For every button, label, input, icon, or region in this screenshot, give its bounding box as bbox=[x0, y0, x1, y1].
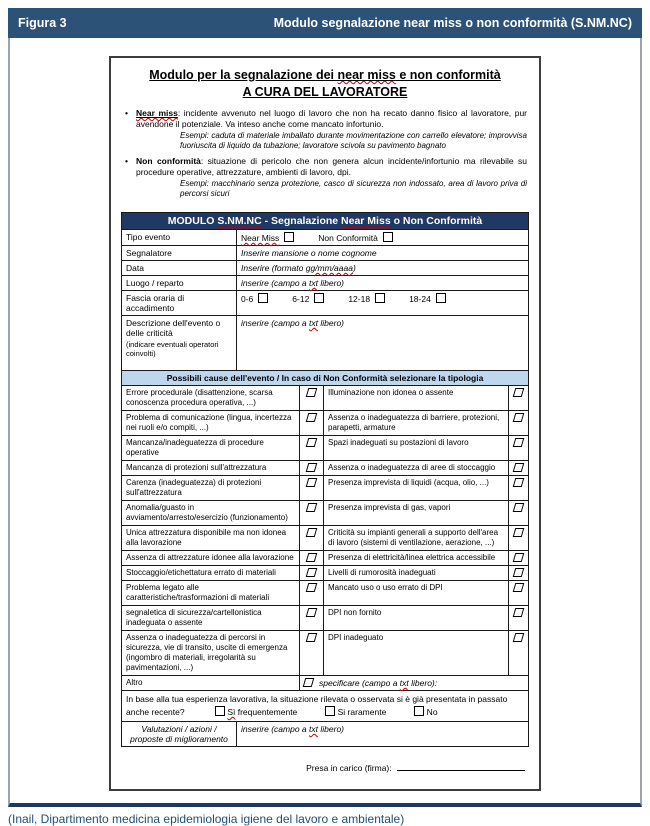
info-label bbox=[122, 315, 237, 370]
spellcheck-underline: near miss bbox=[337, 68, 396, 82]
checkbox-icon bbox=[513, 438, 525, 447]
checkbox-icon bbox=[513, 478, 525, 487]
checkbox-icon bbox=[306, 608, 318, 617]
info-label-text: Segnalatore bbox=[126, 247, 172, 258]
checkbox-icon bbox=[513, 388, 525, 397]
info-value: inserire (campo a txt libero) bbox=[237, 315, 529, 370]
spellcheck-underline: Near Miss bbox=[341, 214, 391, 227]
cause-left-label: Unica attrezzatura disponibile ma non idonea alla lavorazione bbox=[122, 525, 300, 550]
checkbox-icon bbox=[513, 503, 525, 512]
figure-caption: (Inail, Dipartimento medicina epidemiologia igiene del lavoro e ambientale) bbox=[8, 812, 405, 826]
cause-left-checkbox-cell bbox=[300, 460, 324, 475]
cause-left-label: Problema di comunicazione (lingua, incertezza nei ruoli e/o compiti, ...) bbox=[122, 410, 300, 435]
history-question-cell bbox=[122, 690, 529, 721]
info-value: inserire (campo a txt libero) bbox=[237, 275, 529, 290]
info-row bbox=[122, 245, 529, 260]
figure-body bbox=[8, 38, 642, 807]
checkbox-icon bbox=[436, 293, 446, 303]
option bbox=[241, 294, 268, 304]
cause-right-label: Livelli di rumorosità inadeguati bbox=[324, 565, 509, 580]
cause-right-checkbox-cell bbox=[509, 410, 529, 435]
history-option bbox=[414, 707, 437, 717]
other-value-cell bbox=[300, 675, 529, 690]
history-option-label: Sì frequentemente bbox=[227, 706, 298, 717]
info-label-text: Luogo / reparto bbox=[126, 277, 184, 288]
evaluation-value: inserire (campo a txt libero) bbox=[237, 722, 529, 747]
cause-right-checkbox-cell bbox=[509, 460, 529, 475]
form-subtitle: A CURA DEL LAVORATORE bbox=[242, 85, 408, 99]
info-label bbox=[122, 229, 237, 245]
cause-left-checkbox-cell bbox=[300, 565, 324, 580]
option bbox=[292, 294, 324, 304]
checkbox-icon bbox=[513, 413, 525, 422]
info-label bbox=[122, 275, 237, 290]
option-label: 0-6 bbox=[241, 293, 254, 304]
checkbox-icon bbox=[513, 528, 525, 537]
other-row bbox=[122, 675, 529, 690]
info-label-text: Fascia oraria di accadimento bbox=[126, 292, 185, 313]
cause-right-checkbox-cell bbox=[509, 500, 529, 525]
cause-row bbox=[122, 410, 529, 435]
module-header-row bbox=[122, 212, 529, 229]
spellcheck-underline: Near miss bbox=[136, 108, 178, 118]
module-header: MODULO S.NM.NC - Segnalazione Near Miss o Non Conformità bbox=[122, 212, 529, 229]
cause-left-checkbox-cell bbox=[300, 605, 324, 630]
causes-header: Possibili cause dell'evento / In caso di Non Conformità selezionare la tipologia bbox=[122, 370, 529, 385]
cause-right-checkbox-cell bbox=[509, 605, 529, 630]
cause-row bbox=[122, 550, 529, 565]
evaluation-table bbox=[121, 721, 529, 747]
info-label bbox=[122, 260, 237, 275]
spellcheck-underline: S.NM.NC bbox=[217, 214, 262, 227]
cause-left-checkbox-cell bbox=[300, 475, 324, 500]
definition-examples: Esempi: macchinario senza protezione, casco di sicurezza non indossato, area di lavoro priva di percorsi sicuri bbox=[180, 178, 527, 199]
info-label-text: Tipo evento bbox=[126, 231, 171, 242]
cause-right-label: Presenza imprevista di liquidi (acqua, olio, ...) bbox=[324, 475, 509, 500]
checkbox-icon bbox=[215, 706, 225, 716]
figure-container bbox=[8, 8, 642, 826]
definition-paragraph: Non conformità: situazione di pericolo che non genera alcun incidente/infortunio ma rilevabile su procedure operative, attrezzature, ambienti di lavoro, dpi. bbox=[136, 155, 527, 177]
spellcheck-underline: gg/mm/aaaa bbox=[305, 262, 353, 273]
other-value-text: specificare (campo a txt libero): bbox=[319, 677, 438, 688]
info-row bbox=[122, 290, 529, 315]
form-paper bbox=[109, 56, 541, 791]
cause-left-checkbox-cell bbox=[300, 410, 324, 435]
spellcheck-underline: txt bbox=[399, 677, 409, 688]
checkbox-icon bbox=[513, 608, 525, 617]
cause-left-label: Assenza di attrezzature idonee alla lavorazione bbox=[122, 550, 300, 565]
cause-left-label: Carenza (inadeguatezza) di protezioni sull'attrezzatura bbox=[122, 475, 300, 500]
info-label-text: Descrizione dell'evento o delle criticità bbox=[126, 317, 221, 338]
option bbox=[318, 233, 393, 243]
checkbox-icon bbox=[513, 583, 525, 592]
info-value bbox=[237, 290, 529, 315]
definition-examples: Esempi: caduta di materiale imballato durante movimentazione con carrello elevatore; improvvisa fuoriuscita di liquido da tubazione; lavoratore scivola su pavimento bagnato bbox=[180, 131, 527, 151]
history-question-text: In base alla tua esperienza lavorativa, la situazione rilevata o osservata si è già presentata in passato anche recente? bbox=[126, 693, 508, 717]
signature-line bbox=[397, 761, 525, 771]
option-label: 6-12 bbox=[292, 293, 310, 304]
checkbox-icon bbox=[306, 528, 318, 537]
info-row bbox=[122, 260, 529, 275]
cause-left-label: Problema legato alle caratteristiche/trasformazioni di materiali bbox=[122, 580, 300, 605]
cause-left-checkbox-cell bbox=[300, 580, 324, 605]
cause-left-label: Mancanza/inadeguatezza di procedure operative bbox=[122, 435, 300, 460]
info-row bbox=[122, 275, 529, 290]
checkbox-icon bbox=[306, 583, 318, 592]
option bbox=[241, 233, 294, 243]
option bbox=[348, 294, 385, 304]
cause-left-label: Stoccaggio/etichettatura errato di materiali bbox=[122, 565, 300, 580]
cause-right-label: Presenza imprevista di gas, vapori bbox=[324, 500, 509, 525]
checkbox-icon bbox=[306, 413, 318, 422]
checkbox-icon bbox=[306, 568, 318, 577]
cause-right-checkbox-cell bbox=[509, 385, 529, 410]
cause-left-checkbox-cell bbox=[300, 500, 324, 525]
cause-row bbox=[122, 525, 529, 550]
info-value bbox=[237, 229, 529, 245]
cause-row bbox=[122, 580, 529, 605]
checkbox-icon bbox=[306, 503, 318, 512]
option-label: Non Conformità bbox=[318, 232, 378, 243]
option bbox=[409, 294, 446, 304]
cause-row bbox=[122, 475, 529, 500]
cause-left-checkbox-cell bbox=[300, 435, 324, 460]
definition-item bbox=[125, 156, 527, 200]
spellcheck-underline: txt bbox=[309, 317, 319, 328]
causes-header-row bbox=[122, 370, 529, 385]
checkbox-icon bbox=[513, 553, 525, 562]
cause-right-checkbox-cell bbox=[509, 565, 529, 580]
cause-row bbox=[122, 605, 529, 630]
definition-term bbox=[136, 108, 178, 118]
cause-row bbox=[122, 630, 529, 675]
checkbox-icon bbox=[513, 568, 525, 577]
cause-right-checkbox-cell bbox=[509, 630, 529, 675]
figure-title: Modulo segnalazione near miss o non conformità (S.NM.NC) bbox=[273, 16, 632, 30]
cause-left-label: Errore procedurale (disattenzione, scarsa conoscenza procedura operativa, ...) bbox=[122, 385, 300, 410]
cause-right-checkbox-cell bbox=[509, 580, 529, 605]
checkbox-icon bbox=[306, 553, 318, 562]
info-sublabel: (indicare eventuali operatori coinvolti) bbox=[126, 339, 219, 358]
option-label: 12-18 bbox=[348, 293, 371, 304]
checkbox-icon bbox=[314, 293, 324, 303]
cause-row bbox=[122, 435, 529, 460]
cause-right-label: DPI non fornito bbox=[324, 605, 509, 630]
cause-left-checkbox-cell bbox=[300, 630, 324, 675]
figure-label: Figura 3 bbox=[18, 16, 67, 30]
checkbox-icon bbox=[513, 463, 525, 472]
definition-item bbox=[125, 108, 527, 152]
info-row bbox=[122, 315, 529, 370]
checkbox-icon bbox=[513, 633, 525, 642]
history-question-row bbox=[122, 690, 529, 721]
checkbox-icon bbox=[325, 706, 335, 716]
option-label bbox=[241, 233, 279, 243]
checkbox-icon bbox=[306, 463, 318, 472]
causes-table bbox=[121, 370, 529, 722]
cause-right-label: Assenza o inadeguatezza di aree di stoccaggio bbox=[324, 460, 509, 475]
checkbox-icon bbox=[284, 232, 294, 242]
spellcheck-underline: Near Miss bbox=[241, 232, 280, 243]
cause-right-checkbox-cell bbox=[509, 525, 529, 550]
history-option-label: Si raramente bbox=[335, 706, 387, 717]
checkbox-icon bbox=[306, 388, 318, 397]
cause-row bbox=[122, 500, 529, 525]
checkbox-icon bbox=[383, 232, 393, 242]
cause-left-checkbox-cell bbox=[300, 525, 324, 550]
evaluation-row bbox=[122, 722, 529, 747]
signature-label: Presa in carico (firma): bbox=[306, 763, 392, 774]
form-title: Modulo per la segnalazione dei near miss e non conformità bbox=[149, 68, 501, 82]
bullet-icon: • bbox=[125, 155, 128, 166]
cause-right-checkbox-cell bbox=[509, 550, 529, 565]
definition-body bbox=[136, 156, 527, 200]
cause-left-checkbox-cell bbox=[300, 385, 324, 410]
spellcheck-underline: txt bbox=[309, 724, 319, 735]
info-label-text: Data bbox=[126, 262, 144, 273]
definitions-list bbox=[125, 108, 527, 204]
cause-right-label: Criticità su impianti generali a supporto dell'area di lavoro (sistemi di ventilazione, aerazione, ...) bbox=[324, 525, 509, 550]
cause-right-checkbox-cell bbox=[509, 435, 529, 460]
history-option bbox=[215, 707, 297, 717]
checkbox-icon bbox=[306, 438, 318, 447]
checkbox-icon bbox=[306, 478, 318, 487]
spellcheck-underline: Sì bbox=[227, 706, 236, 717]
other-label: Altro bbox=[122, 675, 300, 690]
checkbox-icon bbox=[414, 706, 424, 716]
definition-paragraph: Near miss: incidente avvenuto nel luogo di lavoro che non ha recato danno fisico al lavoratore, pur avendone il potenziale. Va inteso anche come mancato infortunio. bbox=[136, 108, 528, 130]
cause-right-label: Assenza o inadeguatezza di barriere, protezioni, parapetti, armature bbox=[324, 410, 509, 435]
spellcheck-underline: txt bbox=[309, 277, 319, 288]
history-option bbox=[325, 707, 386, 717]
cause-right-label: Presenza di elettricità/linea elettrica accessibile bbox=[324, 550, 509, 565]
info-value: Inserire (formato gg/mm/aaaa) bbox=[237, 260, 529, 275]
cause-right-checkbox-cell bbox=[509, 475, 529, 500]
cause-row bbox=[122, 460, 529, 475]
bullet-icon: • bbox=[125, 108, 128, 118]
cause-left-checkbox-cell bbox=[300, 550, 324, 565]
cause-left-label: Mancanza di protezioni sull'attrezzatura bbox=[122, 460, 300, 475]
cause-row bbox=[122, 385, 529, 410]
info-label bbox=[122, 290, 237, 315]
cause-left-label: segnaletica di sicurezza/cartellonistica inadeguata o assente bbox=[122, 605, 300, 630]
cause-row bbox=[122, 565, 529, 580]
option-label: 18-24 bbox=[409, 293, 431, 304]
figure-header-bar bbox=[8, 8, 642, 38]
definition-term: Non conformità bbox=[136, 155, 201, 166]
signature-row bbox=[121, 747, 529, 779]
definition-body bbox=[136, 108, 527, 152]
checkbox-icon bbox=[258, 293, 268, 303]
history-option-label: No bbox=[424, 706, 438, 717]
info-value: Inserire mansione o nome cognome bbox=[237, 245, 529, 260]
checkbox-icon bbox=[375, 293, 385, 303]
info-table bbox=[121, 212, 529, 371]
checkbox-icon bbox=[306, 633, 318, 642]
info-row bbox=[122, 229, 529, 245]
cause-right-label: Mancato uso o uso errato di DPI bbox=[324, 580, 509, 605]
cause-right-label: DPI inadeguato bbox=[324, 630, 509, 675]
evaluation-label: Valutazioni / azioni / proposte di miglioramento bbox=[122, 722, 237, 747]
cause-left-label: Anomalia/guasto in avviamento/arresto/esercizio (funzionamento) bbox=[122, 500, 300, 525]
cause-left-label: Assenza o inadeguatezza di percorsi in sicurezza, vie di transito, uscite di emergenza (ingombro di materiali, irregolarità su pavimentazioni, ...) bbox=[122, 630, 300, 675]
cause-right-label: Spazi inadeguati su postazioni di lavoro bbox=[324, 435, 509, 460]
cause-right-label: Illuminazione non idonea o assente bbox=[324, 385, 509, 410]
info-label bbox=[122, 245, 237, 260]
checkbox-icon bbox=[303, 678, 315, 687]
